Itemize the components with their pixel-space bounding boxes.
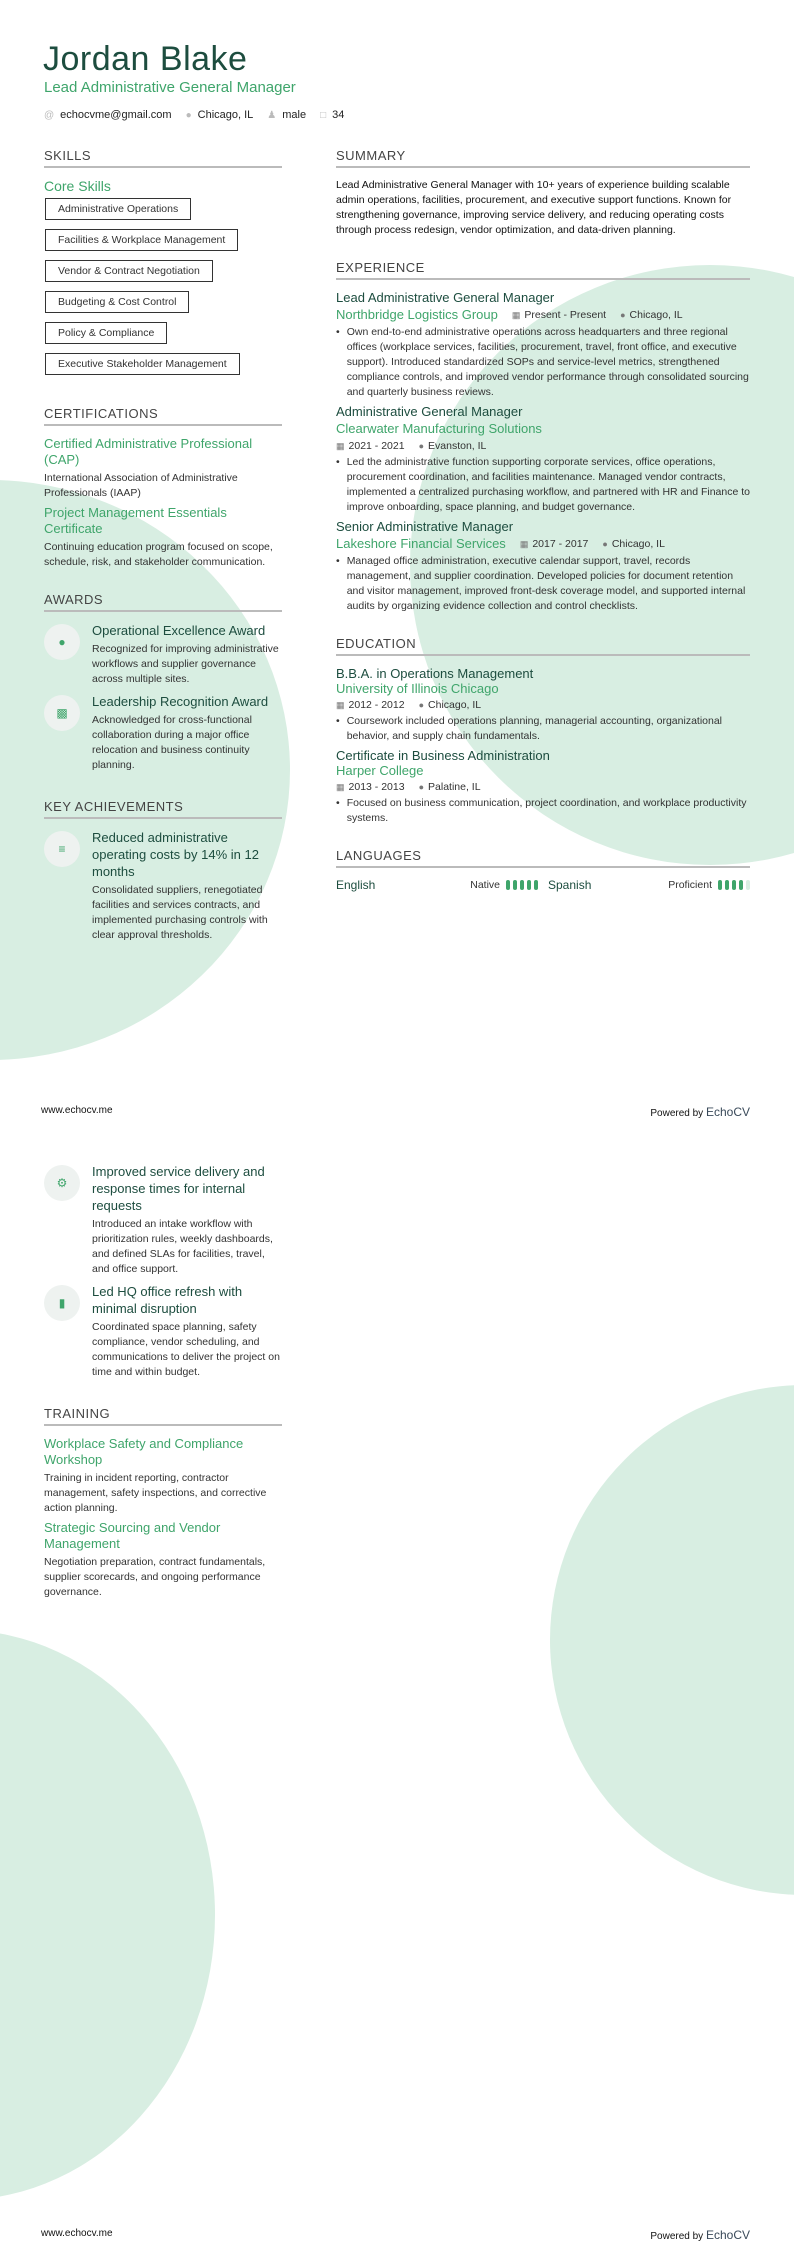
language-rating bbox=[718, 880, 750, 890]
clipboard-copy-icon: ▩ bbox=[44, 695, 80, 731]
start-date: 2021 bbox=[348, 440, 372, 452]
section-heading: EXPERIENCE bbox=[336, 260, 750, 280]
list-icon: ≡ bbox=[44, 831, 80, 867]
training-name: Strategic Sourcing and Vendor Management bbox=[44, 1520, 221, 1551]
gear-icon: ⚙ bbox=[44, 1165, 80, 1201]
skill-tag: Budgeting & Cost Control bbox=[45, 291, 189, 313]
job-item: Administrative General Manager Clearwater Manufacturing Solutions ▦ 2021 - 2021 ● Evanston, IL • Led the administrative function supporting corporate services, office operations, procurement coordination, and facilities maintenance. Managed vendor contracts, implemented a centralized purchasing workflow, and partnered with HR and Finance to improve onboarding, space planning, and budget governance. bbox=[336, 404, 750, 513]
location-pin-icon: ● bbox=[418, 700, 425, 710]
edu-location: Chicago, IL bbox=[428, 699, 482, 711]
job-title: Lead Administrative General Manager bbox=[336, 290, 555, 305]
rating-dot bbox=[513, 880, 517, 890]
job-bullet: Led the administrative function supporting corporate services, office operations, procurement coordination, and facilities maintenance. Managed vendor contracts, implemented a centralized purchasing workflow, and partnered with HR and Finance to improve onboarding, space planning, and budget governance. bbox=[346, 456, 750, 513]
skill-tag: Administrative Operations bbox=[45, 198, 191, 220]
achievement-desc: Consolidated suppliers, renegotiated facilities and services contracts, and implemented purchasing controls with clear approval thresholds. bbox=[92, 884, 268, 941]
award-item bbox=[44, 622, 282, 691]
skill-tag: Facilities & Workplace Management bbox=[45, 229, 238, 251]
start-date: 2012 bbox=[348, 699, 372, 711]
achievement-title: Improved service delivery and response times for internal requests bbox=[92, 1164, 265, 1213]
edu-bullet: Coursework included operations planning, managerial accounting, organizational behavior, and supply chain fundamentals. bbox=[346, 715, 723, 742]
skills-section bbox=[44, 148, 282, 384]
section-heading: AWARDS bbox=[44, 592, 282, 612]
skill-tag: Vendor & Contract Negotiation bbox=[45, 260, 213, 282]
achievement-item bbox=[44, 1163, 282, 1281]
start-date: 2013 bbox=[348, 781, 372, 793]
end-date: Present bbox=[569, 308, 607, 321]
skill-tag: Policy & Compliance bbox=[45, 322, 167, 344]
decorative-circle bbox=[0, 1630, 215, 2200]
job-item: Lead Administrative General Manager Northbridge Logistics Group ▦ Present - Present ● Chicago, IL • Own end-to-end administrative operations across headquarters and three regional offices (workplace services, facilities, procurement, travel, front office, and executive support). Introduced standardized SOPs and service-level metrics, strengthened compliance controls, and improved vendor performance through consolidated sourcing and quarterly business reviews. bbox=[336, 290, 749, 398]
edu-location: Palatine, IL bbox=[428, 781, 481, 793]
language-rating bbox=[506, 880, 538, 890]
section-heading: SKILLS bbox=[44, 148, 282, 168]
company: Northbridge Logistics Group bbox=[336, 307, 498, 322]
language-item bbox=[336, 878, 538, 892]
award-desc: Recognized for improving administrative workflows and supplier governance across multiple sites. bbox=[92, 643, 279, 685]
skill-tag: Executive Stakeholder Management bbox=[45, 353, 240, 375]
rating-dot bbox=[746, 880, 750, 890]
powered-label: Powered by bbox=[650, 2231, 704, 2242]
calendar-icon: ▦ bbox=[511, 309, 521, 320]
training-desc: Negotiation preparation, contract fundamentals, supplier scorecards, and ongoing performance governance. bbox=[44, 1556, 266, 1598]
end-date: 2013 bbox=[381, 781, 405, 793]
location: Chicago, IL bbox=[197, 109, 254, 121]
achievement-item bbox=[44, 1283, 282, 1384]
age: 34 bbox=[332, 109, 345, 121]
achievements-section bbox=[44, 799, 282, 947]
end-date: 2012 bbox=[381, 699, 405, 711]
section-heading: KEY ACHIEVEMENTS bbox=[44, 799, 282, 819]
left-column bbox=[44, 1163, 282, 1622]
job-bullet: Managed office administration, executive calendar support, travel, records management, and supplier coordination. Developed policies for document retention and visitor management, improved front-desk coverage model, and supported internal audits by organizing evidence collection and control checklists. bbox=[346, 555, 746, 612]
footer-powered bbox=[650, 1105, 750, 1119]
training-desc: Training in incident reporting, contractor management, safety inspections, and corrective action planning. bbox=[44, 1472, 267, 1514]
end-date: 2021 bbox=[381, 440, 405, 452]
job-title: Administrative General Manager bbox=[336, 404, 523, 419]
education-section bbox=[336, 636, 750, 826]
left-column bbox=[44, 148, 282, 969]
start-date: Present bbox=[524, 308, 561, 321]
footer-site-link[interactable]: www.echocv.me bbox=[41, 1105, 113, 1116]
languages-section bbox=[336, 848, 750, 892]
chat-icon: ● bbox=[44, 624, 80, 660]
section-heading: SUMMARY bbox=[336, 148, 750, 168]
right-column bbox=[336, 148, 750, 914]
user-icon: ♟ bbox=[267, 109, 277, 121]
brand-name: EchoCV bbox=[705, 1105, 750, 1119]
award-desc: Acknowledged for cross-functional collaboration during a major office relocation and business continuity planning. bbox=[92, 714, 252, 771]
education-item: Certificate in Business Administration Harper College ▦ 2013 - 2013 ● Palatine, IL • Focused on business communication, project coordination, and workplace productivity systems. bbox=[336, 748, 750, 826]
achievement-desc: Introduced an intake workflow with prioritization rules, weekly dashboards, and defined SLAs for facilities, travel, and office support. bbox=[92, 1218, 273, 1275]
candidate-name: Jordan Blake bbox=[43, 40, 248, 78]
location-pin-icon: ● bbox=[602, 538, 608, 549]
cert-desc: Continuing education program focused on scope, schedule, risk, and stakeholder communication. bbox=[44, 541, 273, 568]
cert-name: Project Management Essentials Certificate bbox=[44, 505, 227, 536]
job-item: Senior Administrative Manager Lakeshore Financial Services ▦ 2017 - 2017 ● Chicago, IL • Managed office administration, executive calendar support, travel, records management, and supplier coordination. Developed policies for document retention and visitor management, improved front-desk coverage model, and supported internal audits by organizing evidence collection and control checklists. bbox=[336, 519, 750, 614]
footer-site-link[interactable]: www.echocv.me bbox=[41, 2228, 113, 2239]
achievement-title: Led HQ office refresh with minimal disruption bbox=[92, 1284, 243, 1316]
job-title: Senior Administrative Manager bbox=[336, 519, 514, 534]
rating-dot bbox=[534, 880, 538, 890]
experience-section bbox=[336, 260, 750, 614]
language-level: Native bbox=[470, 879, 500, 891]
summary-text: Lead Administrative General Manager with 10+ years of experience building scalable admin operations, facilities, procurement, and executive support functions. Known for strengthening governance, improving service delivery, and reducing operating costs through process redesign, vendor optimization, and data-driven planning. bbox=[336, 179, 732, 236]
school: Harper College bbox=[336, 763, 424, 778]
job-location: Chicago, IL bbox=[611, 537, 665, 550]
certifications-section bbox=[44, 406, 282, 570]
rating-dot bbox=[718, 880, 722, 890]
calendar-icon: □ bbox=[320, 109, 327, 121]
job-location: Evanston, IL bbox=[428, 440, 487, 452]
award-item bbox=[44, 693, 282, 777]
job-bullet: Own end-to-end administrative operations across headquarters and three regional offices (workplace services, facilities, procurement, travel, front office, and executive support). Introduced standardized SOPs and service-level metrics, strengthened compliance controls, and improved vendor performance through consolidated sourcing and quarterly business reviews. bbox=[346, 326, 749, 398]
company: Lakeshore Financial Services bbox=[336, 536, 506, 551]
calendar-icon: ▦ bbox=[336, 441, 345, 451]
language-level: Proficient bbox=[668, 879, 712, 891]
location-pin-icon: ● bbox=[418, 782, 425, 792]
gender: male bbox=[282, 109, 307, 121]
school: University of Illinois Chicago bbox=[336, 681, 499, 696]
language-name: Spanish bbox=[548, 878, 592, 892]
training-name: Workplace Safety and Compliance Workshop bbox=[44, 1436, 244, 1467]
section-heading: CERTIFICATIONS bbox=[44, 406, 282, 426]
award-title: Leadership Recognition Award bbox=[92, 694, 269, 709]
rating-dot bbox=[739, 880, 743, 890]
email[interactable]: echocvme@gmail.com bbox=[60, 109, 172, 121]
location-pin-icon: ● bbox=[620, 309, 626, 320]
brand-name: EchoCV bbox=[705, 2228, 750, 2242]
at-icon: @ bbox=[44, 109, 55, 121]
section-heading: LANGUAGES bbox=[336, 848, 750, 868]
location-pin-icon: ● bbox=[418, 441, 425, 451]
edu-bullet: Focused on business communication, project coordination, and workplace productivity systems. bbox=[346, 797, 747, 824]
degree: B.B.A. in Operations Management bbox=[336, 666, 534, 681]
location-pin-icon: ● bbox=[185, 109, 192, 121]
cert-name: Certified Administrative Professional (CAP) bbox=[44, 436, 253, 467]
language-item bbox=[548, 878, 750, 892]
job-location: Chicago, IL bbox=[629, 308, 683, 321]
footer-powered bbox=[650, 2228, 750, 2242]
rating-dot bbox=[506, 880, 510, 890]
rating-dot bbox=[527, 880, 531, 890]
section-heading: EDUCATION bbox=[336, 636, 750, 656]
training-section bbox=[44, 1406, 282, 1600]
calendar-icon: ▦ bbox=[336, 782, 345, 792]
clipboard-icon: ▮ bbox=[44, 1285, 80, 1321]
end-date: 2017 bbox=[565, 537, 589, 550]
decorative-circle bbox=[550, 1385, 794, 1895]
contact-info bbox=[44, 109, 344, 121]
degree: Certificate in Business Administration bbox=[336, 748, 550, 763]
education-item: B.B.A. in Operations Management University of Illinois Chicago ▦ 2012 - 2012 ● Chicago, IL • Coursework included operations planning, managerial accounting, organizational behavior, and supply chain fundamentals. bbox=[336, 666, 750, 744]
achievement-title: Reduced administrative operating costs by 14% in 12 months bbox=[92, 830, 259, 879]
achievement-item bbox=[44, 829, 282, 947]
skill-group-title: Core Skills bbox=[44, 178, 111, 194]
candidate-title: Lead Administrative General Manager bbox=[44, 79, 296, 96]
rating-dot bbox=[520, 880, 524, 890]
company: Clearwater Manufacturing Solutions bbox=[336, 421, 542, 436]
start-date: 2017 bbox=[532, 537, 556, 550]
section-heading: TRAINING bbox=[44, 1406, 282, 1426]
achievements-continued bbox=[44, 1163, 282, 1384]
powered-label: Powered by bbox=[650, 1108, 704, 1119]
summary-section bbox=[336, 148, 750, 238]
award-title: Operational Excellence Award bbox=[92, 623, 266, 638]
calendar-icon: ▦ bbox=[336, 700, 345, 710]
rating-dot bbox=[725, 880, 729, 890]
achievement-desc: Coordinated space planning, safety compliance, vendor scheduling, and communications to deliver the project on time and within budget. bbox=[92, 1321, 280, 1378]
resume-page-2 bbox=[0, 1123, 794, 2246]
awards-section bbox=[44, 592, 282, 777]
cert-desc: International Association of Administrative Professionals (IAAP) bbox=[44, 472, 238, 499]
language-name: English bbox=[336, 878, 376, 892]
calendar-icon: ▦ bbox=[519, 538, 529, 549]
rating-dot bbox=[732, 880, 736, 890]
